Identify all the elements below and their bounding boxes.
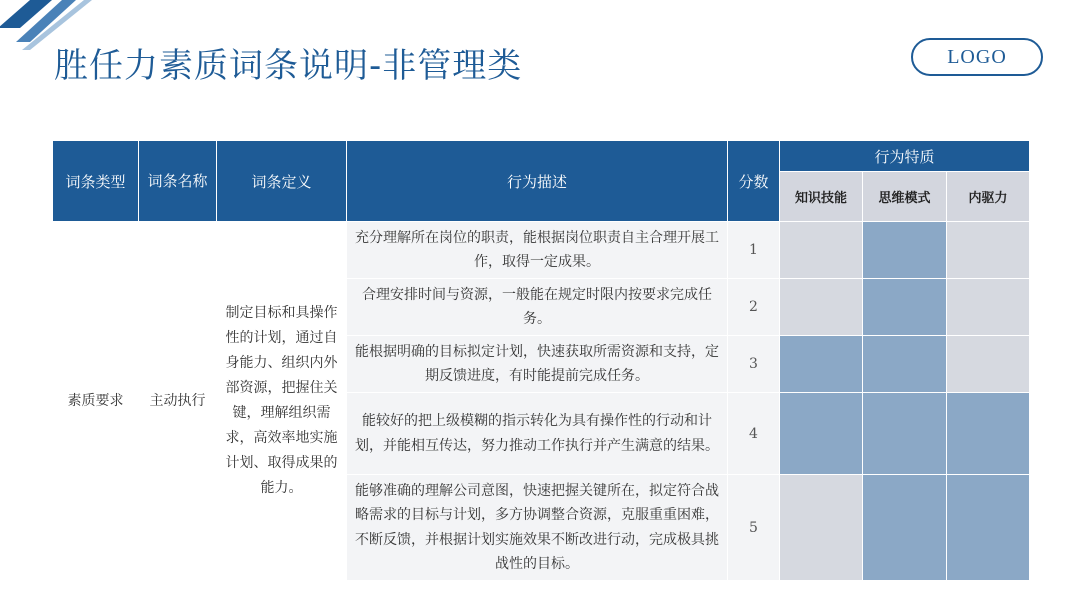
logo: LOGO <box>911 38 1043 76</box>
trait-cell <box>780 279 863 336</box>
trait-cell <box>780 393 863 475</box>
entry-name-cell: 主动执行 <box>139 222 217 581</box>
trait-cell <box>780 475 863 581</box>
behavior-description: 能较好的把上级模糊的指示转化为具有操作性的行动和计划，并能相互传达，努力推动工作执行并产生满意的结果。 <box>347 393 728 475</box>
score-cell: 1 <box>728 222 780 279</box>
trait-cell <box>863 222 947 279</box>
header-trait-thinking: 思维模式 <box>863 172 947 222</box>
header-name: 词条名称 <box>139 141 217 222</box>
behavior-description: 充分理解所在岗位的职责，能根据岗位职责自主合理开展工作，取得一定成果。 <box>347 222 728 279</box>
trait-cell <box>863 393 947 475</box>
header-traits: 行为特质 <box>780 141 1030 172</box>
header-trait-drive: 内驱力 <box>947 172 1030 222</box>
trait-cell <box>780 222 863 279</box>
page-title: 胜任力素质词条说明-非管理类 <box>54 46 523 86</box>
trait-cell <box>863 336 947 393</box>
score-cell: 3 <box>728 336 780 393</box>
header-definition: 词条定义 <box>217 141 347 222</box>
header-trait-knowledge: 知识技能 <box>780 172 863 222</box>
table-row <box>53 222 1030 279</box>
category-cell: 素质要求 <box>53 222 139 581</box>
score-cell: 2 <box>728 279 780 336</box>
trait-cell <box>947 393 1030 475</box>
trait-cell <box>780 336 863 393</box>
header-type: 词条类型 <box>53 141 139 222</box>
behavior-description: 合理安排时间与资源，一般能在规定时限内按要求完成任务。 <box>347 279 728 336</box>
trait-cell <box>947 279 1030 336</box>
trait-cell <box>947 475 1030 581</box>
header-score: 分数 <box>728 141 780 222</box>
definition-cell: 制定目标和具操作性的计划，通过自身能力、组织内外部资源，把握住关键，理解组织需求，高效率地实施计划、取得成果的能力。 <box>217 222 347 581</box>
header-behavior: 行为描述 <box>347 141 728 222</box>
behavior-description: 能够准确的理解公司意图，快速把握关键所在，拟定符合战略需求的目标与计划，多方协调整合资源，克服重重困难，不断反馈，并根据计划实施效果不断改进行动，完成极具挑战性的目标。 <box>347 475 728 581</box>
score-cell: 4 <box>728 393 780 475</box>
trait-cell <box>947 222 1030 279</box>
competency-table <box>52 140 1030 581</box>
trait-cell <box>947 336 1030 393</box>
behavior-description: 能根据明确的目标拟定计划，快速获取所需资源和支持，定期反馈进度，有时能提前完成任务。 <box>347 336 728 393</box>
score-cell: 5 <box>728 475 780 581</box>
trait-cell <box>863 475 947 581</box>
trait-cell <box>863 279 947 336</box>
